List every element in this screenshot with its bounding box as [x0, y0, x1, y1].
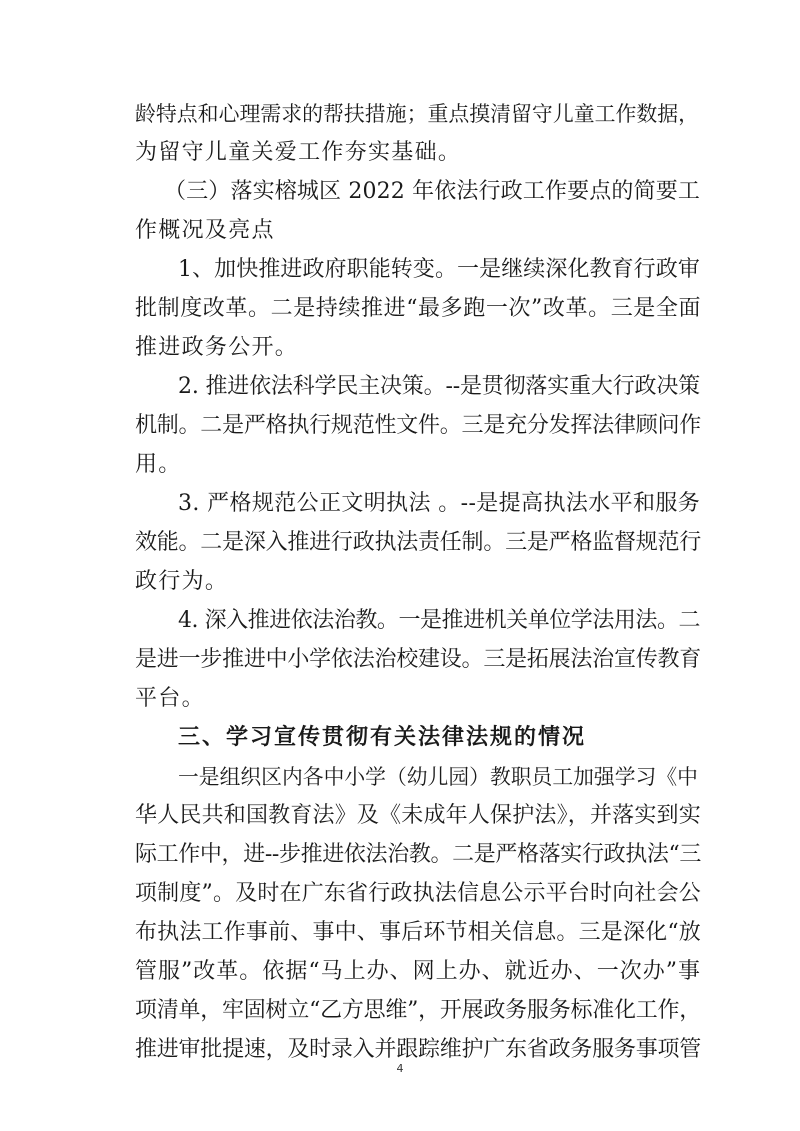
body-text-line: 1、加快推进政府职能转变。一是继续深化教育行政审 — [178, 257, 700, 282]
body-text-line: 2. 推进依法科学民主决策。--是贯彻落实重大行政决策 — [178, 374, 700, 399]
body-text-line: 机制。二是严格执行规范性文件。三是充分发挥法律顾问作 — [135, 413, 701, 438]
body-text-line: 项制度”。及时在广东省行政执法信息公示平台时向社会公 — [135, 881, 701, 906]
body-text-line: 为留守儿童关爱工作夯实基础。 — [135, 140, 462, 165]
body-text-line: 项清单，牢固树立“乙方思维”，开展政务服务标准化工作， — [135, 998, 701, 1023]
body-text-line: 平台。 — [135, 686, 205, 711]
body-text-line: 龄特点和心理需求的帮扶措施；重点摸清留守儿童工作数据， — [135, 102, 700, 126]
body-text-line: 管服”改革。依据“马上办、网上办、就近办、一次办”事 — [135, 959, 701, 984]
body-text-line: 政行为。 — [135, 569, 229, 594]
page-number: 4 — [396, 1062, 404, 1075]
body-text-line: 华人民共和国教育法》及《未成年人保护法》，并落实到实 — [135, 803, 701, 828]
section-subheading: （三）落实榕城区 2022 年依法行政工作要点的简要工 — [164, 179, 700, 204]
body-text-line: 推进审批提速，及时录入并跟踪维护广东省政务服务事项管 — [135, 1037, 701, 1062]
body-text-line: 是进一步推进中小学依法治校建设。三是拓展法治宣传教育 — [135, 647, 701, 672]
body-text-line: 一是组织区内各中小学（幼儿园）教职员工加强学习《中 — [178, 765, 698, 789]
body-text-line: 批制度改革。二是持续推进“最多跑一次”改革。三是全面 — [135, 296, 701, 321]
body-text-line: 3. 严格规范公正文明执法 。--是提高执法水平和服务 — [178, 491, 700, 516]
body-text-line: 用。 — [135, 452, 182, 477]
section-subheading: 作概况及亮点 — [135, 218, 275, 243]
body-text-line: 推进政务公开。 — [135, 335, 299, 360]
body-text-line: 4. 深入推进依法治教。一是推进机关单位学法用法。二 — [178, 608, 700, 633]
body-text-line: 布执法工作事前、事中、事后环节相关信息。三是深化“放 — [135, 920, 701, 945]
body-text-line: 效能。二是深入推进行政执法责任制。三是严格监督规范行 — [135, 530, 701, 555]
body-text-line: 际工作中，进--步推进依法治教。二是严格落实行政执法“三 — [135, 842, 701, 867]
section-heading: 三、学习宣传贯彻有关法律法规的情况 — [178, 725, 587, 750]
